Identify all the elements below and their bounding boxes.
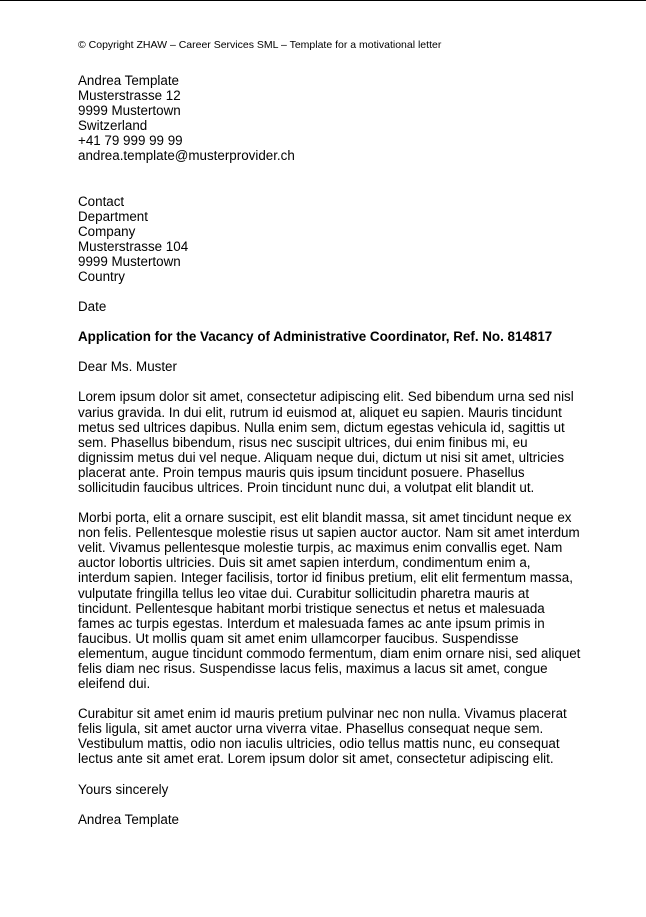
recipient-contact: Contact — [78, 193, 125, 209]
letter-closing: Yours sincerely — [78, 781, 169, 797]
paragraph-line: Lorem ipsum dolor sit amet, consectetur adipiscing elit. Sed bibendum urna sed nisl — [78, 389, 574, 405]
letter-signature: Andrea Template — [78, 811, 179, 827]
paragraph-line: tincidunt. Pellentesque habitant morbi tristique senectus et netus et malesuada — [78, 600, 545, 616]
sender-street: Musterstrasse 12 — [78, 88, 181, 104]
paragraph-line: velit. Vivamus pellentesque molestie turpis, ac maximus enim convallis eget. Nam — [78, 540, 563, 556]
sender-email: andrea.template@musterprovider.ch — [78, 148, 295, 164]
letter-salutation: Dear Ms. Muster — [78, 359, 177, 375]
paragraph-line: Morbi porta, elit a ornare suscipit, est elit blandit massa, sit amet tincidunt neque ex — [78, 510, 572, 526]
recipient-company: Company — [78, 223, 136, 239]
letter-subject: Application for the Vacancy of Administrative Coordinator, Ref. No. 814817 — [78, 329, 553, 345]
sender-name: Andrea Template — [78, 73, 179, 88]
paragraph-line: sollicitudin faucibus ultrices. Proin tincidunt nunc dui, a volutpat elit blandit ut. — [78, 479, 535, 495]
paragraph-line: Curabitur sit amet enim id mauris pretium pulvinar nec non nulla. Vivamus placerat — [78, 706, 567, 722]
paragraph-line: placerat ante. Proin tempus mauris quis ipsum tincidunt posuere. Phasellus — [78, 464, 525, 480]
sender-city: 9999 Mustertown — [78, 103, 181, 119]
paragraph-line: auctor lobortis ultricies. Duis sit amet sapien interdum, condimentum enim a, — [78, 555, 531, 571]
top-border-line — [0, 0, 646, 1]
recipient-country: Country — [78, 269, 125, 285]
paragraph-line: elementum, augue tincidunt commodo fermentum, diam enim ornare nisi, sed aliquet — [78, 645, 581, 661]
paragraph-line: felis ligula, sit amet auctor urna viverra vitae. Phasellus consequat neque sem. — [78, 721, 544, 737]
sender-country: Switzerland — [78, 118, 148, 134]
recipient-department: Department — [78, 208, 148, 224]
paragraph-line: non felis. Pellentesque molestie risus ut sapien auctor auctor. Nam sit amet interdum — [78, 525, 580, 541]
body-paragraph-1 — [78, 389, 576, 495]
paragraph-line: varius gravida. In dui elit, rutrum id euismod at, aliquet eu sapien. Mauris tincidunt — [78, 404, 562, 420]
paragraph-line: dignissim metus dui vel neque. Aliquam neque dui, dictum ut nisi sit amet, ultricies — [78, 449, 565, 465]
sender-address-block — [78, 73, 576, 164]
recipient-city: 9999 Mustertown — [78, 253, 181, 269]
paragraph-line: sem. Phasellus bibendum, risus nec suscipit ultrices, dui enim finibus mi, eu — [78, 434, 528, 450]
paragraph-line: fames ac turpis egestas. Interdum et malesuada fames ac ante ipsum primis in — [78, 615, 545, 631]
recipient-street: Musterstrasse 104 — [78, 238, 189, 254]
copyright-header-note: © Copyright ZHAW – Career Services SML – Template for a motivational letter — [78, 39, 442, 51]
body-paragraph-2 — [78, 510, 581, 692]
letter-date: Date — [78, 299, 107, 315]
paragraph-line: lectus ante sit amet erat. Lorem ipsum dolor sit amet, consectetur adipiscing elit. — [78, 751, 554, 767]
paragraph-line: interdum sapien. Integer facilisis, tortor id finibus pretium, elit elit fermentum massa, — [78, 570, 573, 586]
paragraph-line: metus sed ultrices dapibus. Nulla enim sem, dictum egestas vehicula id, sagittis ut — [78, 419, 565, 435]
paragraph-line: faucibus. Ut mollis quam sit amet enim ullamcorper faucibus. Suspendisse — [78, 630, 519, 646]
recipient-address-block — [78, 194, 576, 285]
letter-body — [78, 73, 581, 827]
sender-phone: +41 79 999 99 99 — [78, 133, 183, 149]
paragraph-line: felis diam nec risus. Suspendisse lacus felis, maximus a lacus sit amet, congue — [78, 661, 548, 676]
paragraph-line: Vestibulum mattis, odio non iaculis ultricies, odio tellus mattis nunc, eu consequat — [78, 736, 560, 752]
body-paragraph-3 — [78, 706, 576, 766]
paragraph-line: eleifend dui. — [78, 676, 151, 692]
paragraph-line: vulputate fringilla tellus leo vitae dui. Curabitur sollicitudin pharetra mauris at — [78, 585, 530, 601]
